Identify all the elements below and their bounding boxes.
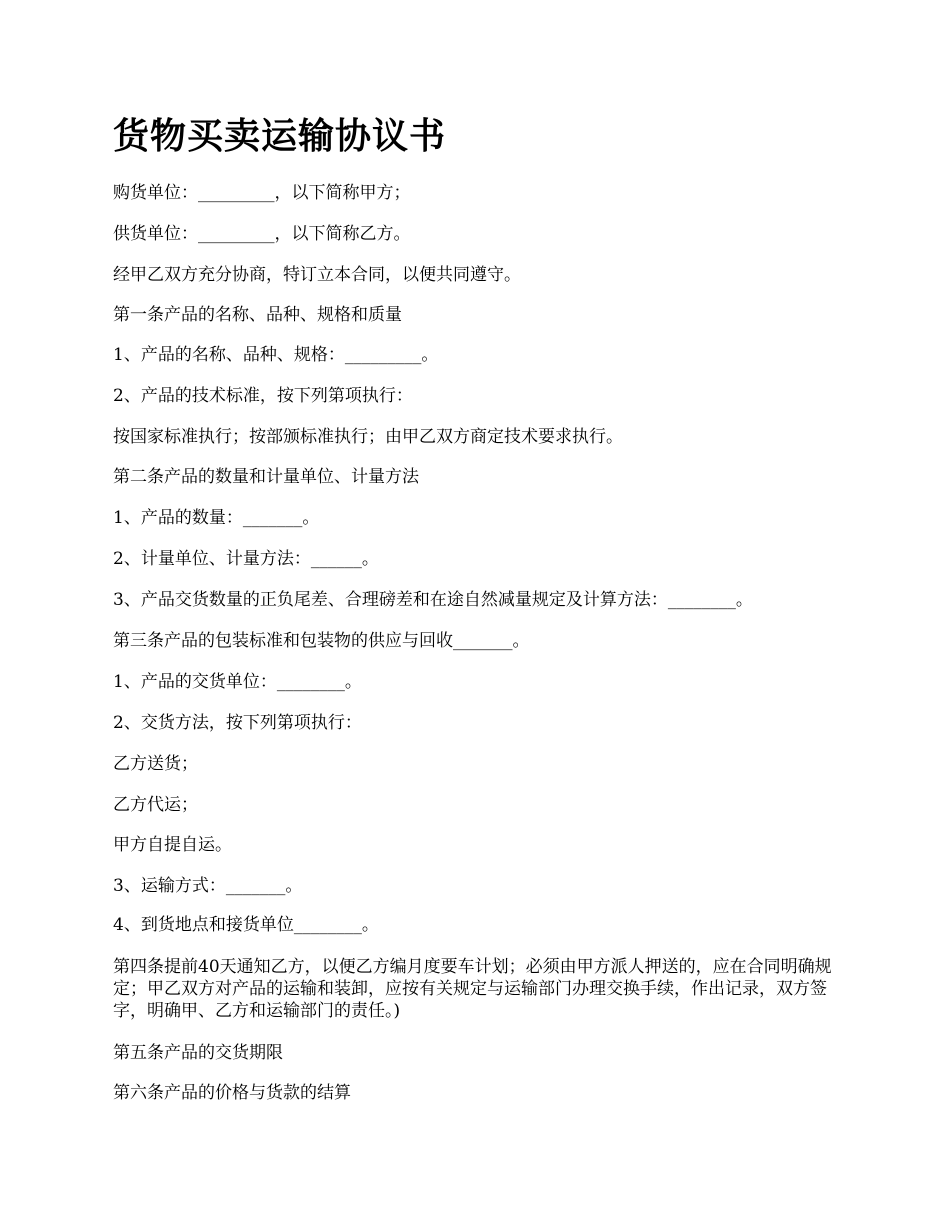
section-heading-article-6: 第六条产品的价格与货款的结算: [113, 1083, 351, 1103]
paragraph-delivery-method: 2、交货方法，按下列第项执行：: [113, 713, 362, 733]
paragraph-option-buyer-pickup: 甲方自提自运。: [113, 835, 232, 855]
section-article-4: 第四条提前40天通知乙方，以便乙方编月度要车计划；必须由甲方派人押送的，应在合同明确规定；甲乙双方对产品的运输和装卸，应按有关规定与运输部门办理交换手续，作出记录，双方签字，明确甲、乙方和运输部门的责任。): [113, 957, 832, 1021]
paragraph-tolerance: 3、产品交货数量的正负尾差、合理磅差和在途自然减量规定及计算方法：________。: [113, 590, 753, 610]
section-heading-article-1: 第一条产品的名称、品种、规格和质量: [113, 305, 402, 325]
paragraph-destination: 4、到货地点和接货单位________。: [113, 915, 379, 935]
paragraph-option-supplier-ships: 乙方代运；: [113, 795, 198, 815]
paragraph-delivery-unit: 1、产品的交货单位：________。: [113, 672, 362, 692]
paragraph-agreement-intro: 经甲乙双方充分协商，特订立本合同，以便共同遵守。: [113, 265, 521, 285]
section-heading-article-3: 第三条产品的包装标准和包装物的供应与回收_______。: [113, 631, 530, 651]
paragraph-transport-mode: 3、运输方式：_______。: [113, 876, 303, 896]
section-heading-article-5: 第五条产品的交货期限: [113, 1043, 283, 1063]
paragraph-buyer: 购货单位：_________，以下简称甲方；: [113, 183, 411, 203]
paragraph-measurement: 2、计量单位、计量方法：______。: [113, 549, 379, 569]
paragraph-product-name: 1、产品的名称、品种、规格：_________。: [113, 345, 439, 365]
paragraph-quantity: 1、产品的数量：_______。: [113, 508, 320, 528]
paragraph-standard-options: 按国家标准执行；按部颁标准执行；由甲乙双方商定技术要求执行。: [113, 427, 623, 447]
section-heading-article-2: 第二条产品的数量和计量单位、计量方法: [113, 467, 419, 487]
document-title: 货物买卖运输协议书: [113, 115, 447, 157]
paragraph-supplier: 供货单位：_________，以下简称乙方。: [113, 224, 411, 244]
paragraph-technical-standard: 2、产品的技术标准，按下列第项执行：: [113, 386, 413, 406]
paragraph-option-supplier-delivers: 乙方送货；: [113, 754, 198, 774]
